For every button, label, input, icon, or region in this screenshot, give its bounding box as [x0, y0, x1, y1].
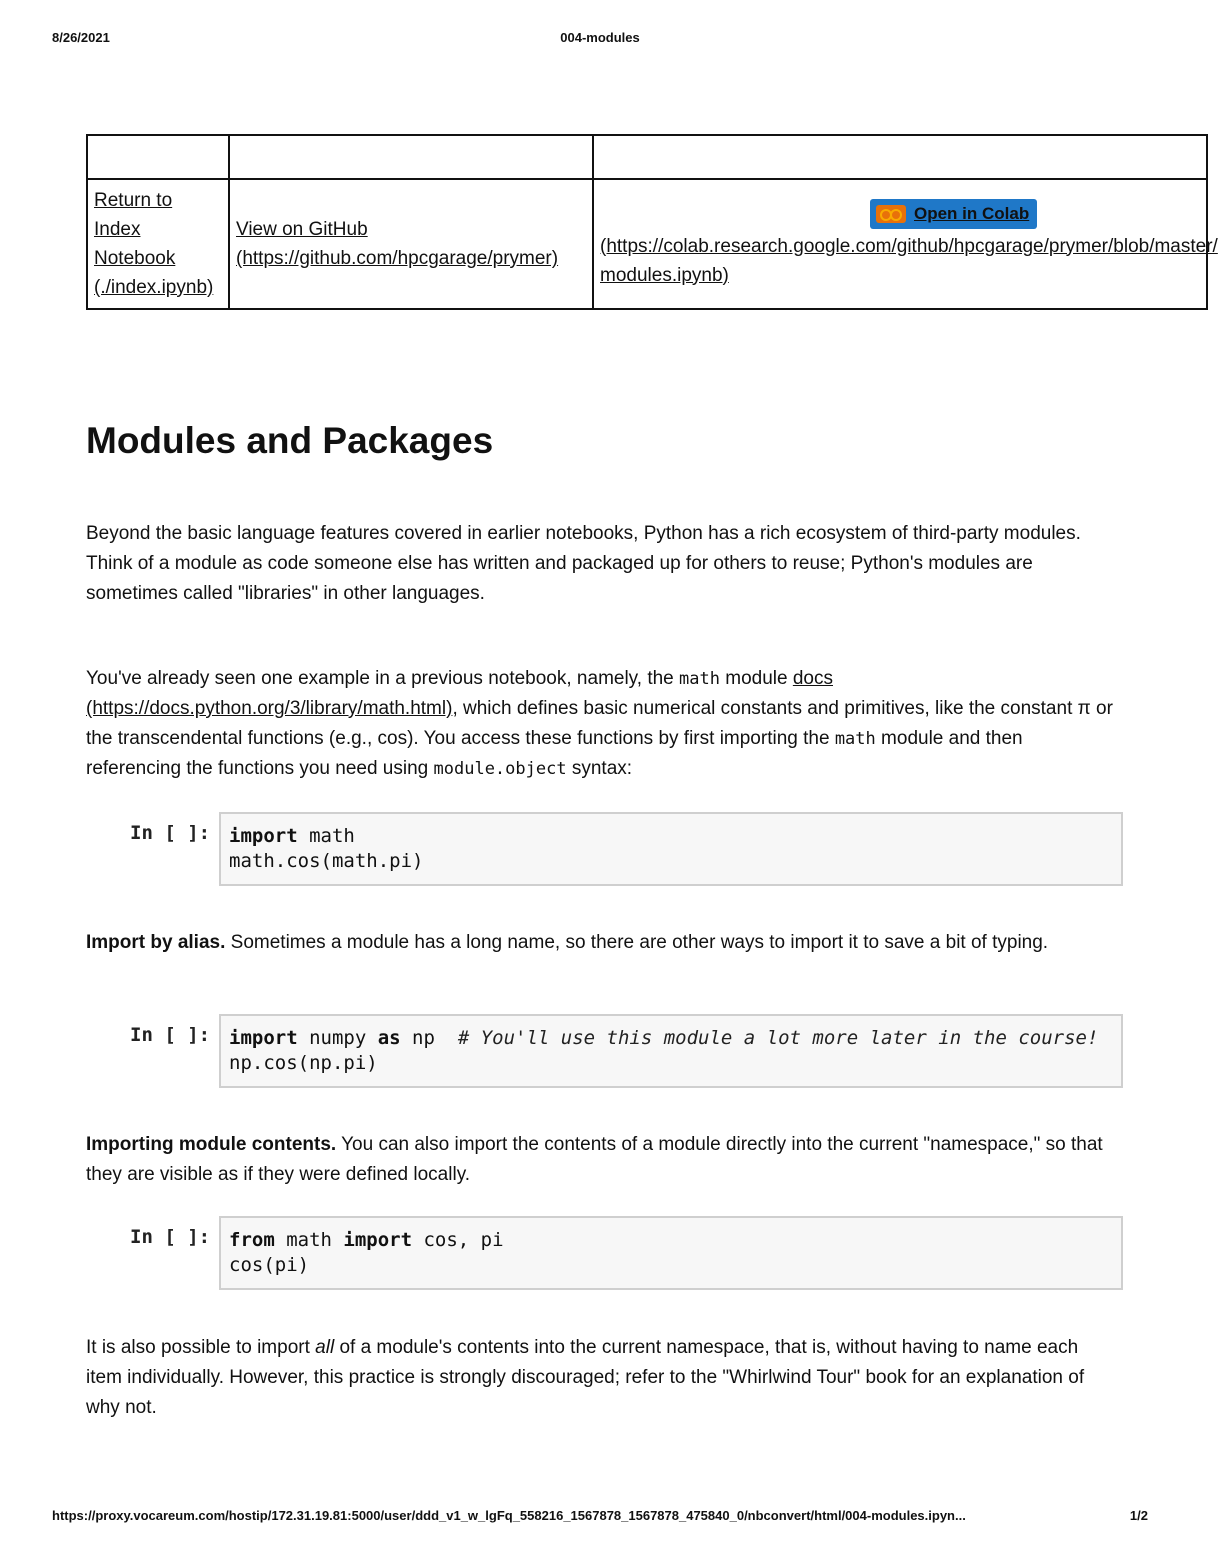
colab-link[interactable] [600, 236, 1218, 286]
cell-prompt: In [ ]: [130, 822, 211, 844]
nav-table-header-row [87, 135, 1207, 179]
code-input[interactable] [219, 812, 1123, 886]
code-text: cos(pi) [229, 1254, 310, 1276]
alias-paragraph [86, 928, 1116, 958]
colab-link-href-1: (https://colab.research.google.com/github/hpcgarage/prymer/blob/master/ [600, 235, 1218, 257]
code-input[interactable] [219, 1014, 1123, 1088]
math-code-3: module.object [433, 759, 567, 779]
print-doc-title: 004-modules [560, 30, 640, 45]
math-docs-link[interactable]: docs (https://docs.python.org/3/library/math.html) [86, 668, 833, 719]
all-text-2: of a module's contents into the current namespace, that is, without having to name each item individually. However, this practice is strongly discouraged; refer to the "Whirlwind Tour" book for an explanation of why not. [86, 1337, 1085, 1418]
print-url: https://proxy.vocareum.com/hostip/172.31.19.81:5000/user/ddd_v1_w_lgFq_558216_1567878_1567878_475840_0/nbconvert/html/004-modules.ipyn... [52, 1508, 966, 1523]
contents-paragraph [86, 1130, 1116, 1190]
colab-link-href-2: modules.ipynb) [600, 264, 729, 286]
code-keyword: as [377, 1027, 401, 1049]
code-input[interactable] [219, 1216, 1123, 1290]
code-keyword: from [229, 1229, 275, 1251]
cell-prompt: In [ ]: [130, 1226, 211, 1248]
return-cell [87, 179, 229, 309]
colab-cell [593, 179, 1218, 309]
all-paragraph [86, 1333, 1116, 1423]
github-link-href: (https://github.com/hpcgarage/prymer) [236, 248, 559, 269]
code-text: math [297, 825, 355, 847]
code-text: np.cos(np.pi) [229, 1052, 378, 1074]
return-link-text: Return to Index Notebook [94, 190, 176, 269]
contents-text: You can also import the contents of a module directly into the current "namespace," so that they are visible as if they were defined locally. [86, 1134, 1103, 1185]
intro-paragraph: Beyond the basic language features covered in earlier notebooks, Python has a rich ecosystem of third-party modules. Think of a module as code someone else has written and packaged up for others to reuse; Python's modules are sometimes called "libraries" in other languages. [86, 523, 1081, 604]
colab-logo-icon [876, 205, 906, 223]
print-page-number: 1/2 [1129, 1508, 1148, 1523]
return-link-href: (./index.ipynb) [94, 277, 214, 298]
view-on-github-link[interactable] [236, 219, 558, 269]
all-text-1: It is also possible to import [86, 1337, 316, 1358]
github-cell [229, 179, 593, 309]
github-link-text: View on GitHub [236, 219, 368, 240]
math-para-text-3: , which defines basic numerical constants and primitives, like the constant π or the transcendental functions (e.g., cos). You access these functions by first importing the [86, 698, 1113, 749]
alias-bold-label: Import by alias. [86, 932, 226, 953]
code-keyword: import [229, 1027, 298, 1049]
nav-table [86, 134, 1218, 310]
code-keyword: import [229, 825, 298, 847]
code-comment: # You'll use this module a lot more later in the course! [457, 1027, 1099, 1049]
code-text: math [274, 1229, 344, 1251]
alias-text: Sometimes a module has a long name, so there are other ways to import it to save a bit of typing. [225, 932, 1049, 953]
code-text: cos, pi [412, 1229, 504, 1251]
code-text: numpy [297, 1027, 378, 1049]
math-code-1: math [679, 669, 720, 689]
return-to-index-link[interactable] [94, 190, 213, 298]
all-italic: all [315, 1337, 335, 1358]
math-paragraph [86, 664, 1116, 784]
colab-badge-label: Open in Colab [914, 204, 1030, 223]
contents-bold-label: Importing module contents. [86, 1134, 337, 1155]
print-date: 8/26/2021 [52, 30, 110, 45]
math-para-text-4: module and then referencing the functions you need using [86, 728, 1023, 779]
page-title: Modules and Packages [86, 420, 494, 461]
open-in-colab-badge[interactable] [870, 199, 1037, 229]
nav-table-row [87, 179, 1207, 309]
code-text: np [400, 1027, 458, 1049]
colab-badge-wrap [600, 199, 1200, 232]
math-code-2: math [834, 729, 876, 749]
math-para-text-1: You've already seen one example in a previous notebook, namely, the [86, 668, 680, 689]
math-para-text-2: module [719, 668, 793, 689]
math-para-text-5: syntax: [566, 758, 633, 779]
code-text: math.cos(math.pi) [229, 850, 424, 872]
cell-prompt: In [ ]: [130, 1024, 211, 1046]
code-keyword: import [343, 1229, 413, 1251]
